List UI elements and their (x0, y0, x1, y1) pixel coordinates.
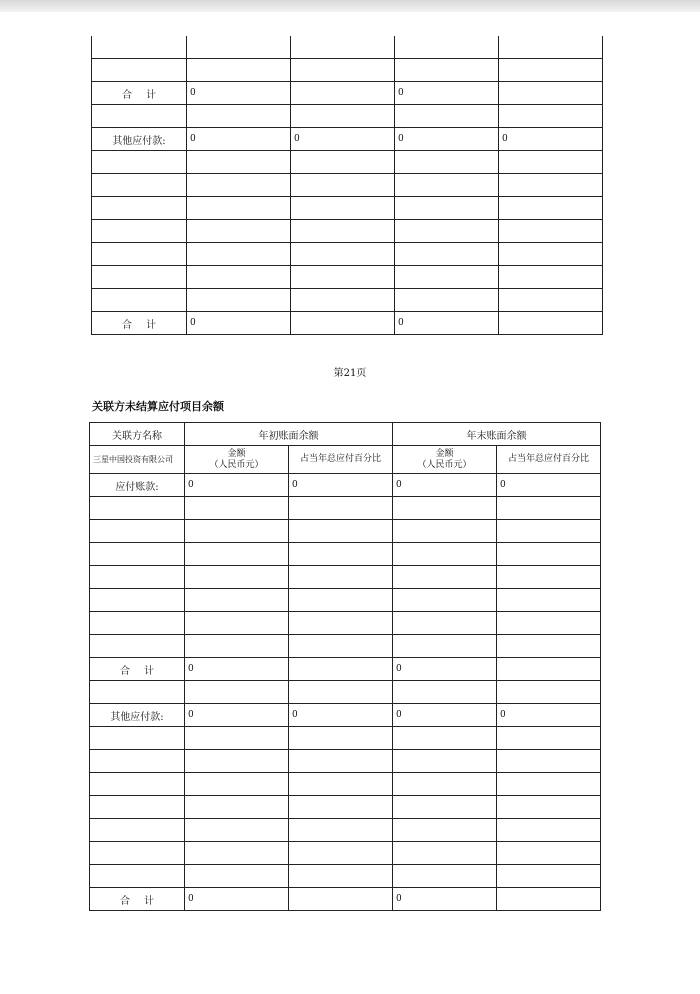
value-cell (497, 612, 601, 635)
table-row (92, 59, 603, 82)
value-cell (289, 773, 393, 796)
table-row (90, 796, 601, 819)
row-label-cell (92, 220, 187, 243)
table-row (90, 819, 601, 842)
value-cell (499, 266, 603, 289)
value-cell (393, 750, 497, 773)
party-name-header: 关联方名称 (90, 423, 185, 446)
row-label-cell (90, 773, 185, 796)
value-cell (187, 266, 291, 289)
value-cell: 0 (393, 888, 497, 911)
table-row (90, 750, 601, 773)
value-cell (395, 220, 499, 243)
table-row (90, 635, 601, 658)
row-label-cell (90, 796, 185, 819)
value-cell: 0 (187, 82, 291, 105)
value-cell (393, 681, 497, 704)
value-cell (497, 727, 601, 750)
value-cell (185, 543, 289, 566)
table-row (90, 681, 601, 704)
value-cell (497, 773, 601, 796)
value-cell: 0 (393, 704, 497, 727)
value-cell (289, 888, 393, 911)
value-cell (185, 520, 289, 543)
row-label-cell: 合计 (92, 82, 187, 105)
value-cell (497, 750, 601, 773)
value-cell (185, 589, 289, 612)
value-cell (185, 773, 289, 796)
value-cell (393, 497, 497, 520)
row-label-cell (90, 865, 185, 888)
closing-percent-header: 占当年总应付百分比 (497, 446, 601, 474)
table-row (92, 312, 603, 335)
row-label-cell (90, 727, 185, 750)
amount-label: 金额 (435, 448, 454, 459)
party-name: 三星中国投资有限公司 (90, 446, 185, 474)
value-cell (499, 36, 603, 59)
value-cell (499, 105, 603, 128)
opening-balance-header: 年初账面余额 (185, 423, 393, 446)
value-cell (499, 312, 603, 335)
value-cell (497, 589, 601, 612)
value-cell (291, 197, 395, 220)
row-label-cell (90, 566, 185, 589)
value-cell (499, 174, 603, 197)
value-cell (497, 566, 601, 589)
row-label-cell (92, 243, 187, 266)
value-cell (393, 865, 497, 888)
value-cell (393, 566, 497, 589)
value-cell: 0 (185, 888, 289, 911)
value-cell: 0 (393, 658, 497, 681)
value-cell (393, 773, 497, 796)
row-label-cell (92, 151, 187, 174)
value-cell: 0 (395, 312, 499, 335)
row-label-cell: 合计 (90, 888, 185, 911)
value-cell (291, 243, 395, 266)
value-cell (185, 497, 289, 520)
value-cell (291, 82, 395, 105)
value-cell (291, 59, 395, 82)
value-cell: 0 (185, 704, 289, 727)
value-cell (289, 658, 393, 681)
table-row (92, 128, 603, 151)
closing-balance-header: 年末账面余额 (393, 423, 601, 446)
value-cell (289, 635, 393, 658)
value-cell (497, 543, 601, 566)
row-label-cell (90, 635, 185, 658)
value-cell (289, 796, 393, 819)
value-cell (395, 105, 499, 128)
value-cell (497, 865, 601, 888)
opening-percent-header: 占当年总应付百分比 (289, 446, 393, 474)
value-cell (187, 174, 291, 197)
row-label-cell (92, 36, 187, 59)
value-cell (291, 289, 395, 312)
value-cell (187, 243, 291, 266)
value-cell (499, 220, 603, 243)
value-cell: 0 (291, 128, 395, 151)
row-label-cell (90, 819, 185, 842)
value-cell (185, 750, 289, 773)
value-cell (395, 36, 499, 59)
value-cell (395, 197, 499, 220)
value-cell (289, 589, 393, 612)
value-cell (497, 819, 601, 842)
value-cell (499, 82, 603, 105)
value-cell (185, 635, 289, 658)
row-label-cell (90, 681, 185, 704)
table-row (92, 243, 603, 266)
table-row (90, 497, 601, 520)
value-cell (395, 151, 499, 174)
value-cell (497, 681, 601, 704)
currency-label: （人民币元） (417, 459, 472, 470)
row-label-cell (90, 612, 185, 635)
value-cell (395, 59, 499, 82)
value-cell (395, 266, 499, 289)
value-cell (289, 612, 393, 635)
value-cell (393, 612, 497, 635)
value-cell (393, 727, 497, 750)
value-cell (289, 865, 393, 888)
table-row (92, 289, 603, 312)
value-cell (499, 289, 603, 312)
value-cell (497, 520, 601, 543)
value-cell (289, 543, 393, 566)
table-row (92, 174, 603, 197)
table-row (92, 197, 603, 220)
related-party-payables-table (89, 422, 601, 911)
value-cell (289, 566, 393, 589)
table-row (92, 36, 603, 59)
currency-label: （人民币元） (209, 459, 264, 470)
value-cell (499, 243, 603, 266)
value-cell: 0 (187, 312, 291, 335)
scan-edge (0, 0, 700, 12)
table-row (92, 82, 603, 105)
value-cell (187, 36, 291, 59)
table-row (90, 589, 601, 612)
value-cell (291, 312, 395, 335)
value-cell: 0 (289, 704, 393, 727)
row-label-cell (92, 105, 187, 128)
value-cell (395, 289, 499, 312)
table-row (90, 474, 601, 497)
value-cell: 0 (497, 704, 601, 727)
value-cell (289, 819, 393, 842)
table-row (90, 543, 601, 566)
value-cell (289, 842, 393, 865)
value-cell (185, 566, 289, 589)
value-cell (393, 543, 497, 566)
value-cell (393, 635, 497, 658)
table-row (90, 566, 601, 589)
value-cell (499, 151, 603, 174)
value-cell (393, 796, 497, 819)
value-cell (497, 658, 601, 681)
amount-label: 金额 (227, 448, 246, 459)
table-row (90, 658, 601, 681)
value-cell (289, 520, 393, 543)
value-cell (291, 220, 395, 243)
value-cell (497, 635, 601, 658)
row-label-cell (90, 543, 185, 566)
row-label-cell (92, 197, 187, 220)
value-cell: 0 (395, 128, 499, 151)
row-label-cell: 其他应付款: (92, 128, 187, 151)
value-cell (187, 220, 291, 243)
value-cell: 0 (289, 474, 393, 497)
value-cell (291, 36, 395, 59)
row-label-cell: 合计 (90, 658, 185, 681)
value-cell (393, 842, 497, 865)
table-row (90, 888, 601, 911)
row-label-cell (92, 266, 187, 289)
opening-amount-header (185, 446, 289, 474)
table-row (90, 773, 601, 796)
value-cell: 0 (185, 474, 289, 497)
table-row (90, 612, 601, 635)
value-cell (393, 589, 497, 612)
value-cell (187, 197, 291, 220)
value-cell (289, 497, 393, 520)
row-label-cell (92, 59, 187, 82)
value-cell (497, 888, 601, 911)
row-label-cell (92, 174, 187, 197)
page-number: 第21页 (333, 368, 367, 379)
value-cell (291, 151, 395, 174)
value-cell (185, 842, 289, 865)
value-cell (393, 520, 497, 543)
value-cell (499, 59, 603, 82)
table-row (90, 704, 601, 727)
value-cell (393, 819, 497, 842)
value-cell (185, 865, 289, 888)
value-cell: 0 (395, 82, 499, 105)
value-cell (289, 681, 393, 704)
value-cell: 0 (499, 128, 603, 151)
value-cell (395, 243, 499, 266)
value-cell (187, 105, 291, 128)
value-cell (497, 796, 601, 819)
table-row (90, 520, 601, 543)
row-label-cell: 合计 (92, 312, 187, 335)
row-label-cell (90, 520, 185, 543)
row-label-cell: 其他应付款: (90, 704, 185, 727)
value-cell (187, 289, 291, 312)
value-cell (289, 750, 393, 773)
value-cell (289, 727, 393, 750)
table-row (90, 842, 601, 865)
row-label-cell (90, 750, 185, 773)
row-label-cell (90, 497, 185, 520)
table-row (90, 865, 601, 888)
top-table (91, 36, 603, 335)
value-cell (187, 151, 291, 174)
row-label-cell (92, 289, 187, 312)
value-cell: 0 (393, 474, 497, 497)
table-row (92, 151, 603, 174)
table-row (92, 266, 603, 289)
row-label-cell (90, 842, 185, 865)
value-cell (395, 174, 499, 197)
value-cell (187, 59, 291, 82)
table-row (92, 220, 603, 243)
value-cell (497, 842, 601, 865)
value-cell: 0 (185, 658, 289, 681)
table-row (90, 727, 601, 750)
value-cell: 0 (187, 128, 291, 151)
row-label-cell (90, 589, 185, 612)
row-label-cell: 应付账款: (90, 474, 185, 497)
value-cell (499, 197, 603, 220)
closing-amount-header (393, 446, 497, 474)
value-cell (185, 612, 289, 635)
value-cell (185, 819, 289, 842)
section-title: 关联方未结算应付项目余额 (92, 400, 224, 413)
value-cell (185, 727, 289, 750)
value-cell (185, 796, 289, 819)
value-cell: 0 (497, 474, 601, 497)
table-row (92, 105, 603, 128)
value-cell (291, 174, 395, 197)
value-cell (291, 105, 395, 128)
value-cell (291, 266, 395, 289)
value-cell (497, 497, 601, 520)
value-cell (185, 681, 289, 704)
